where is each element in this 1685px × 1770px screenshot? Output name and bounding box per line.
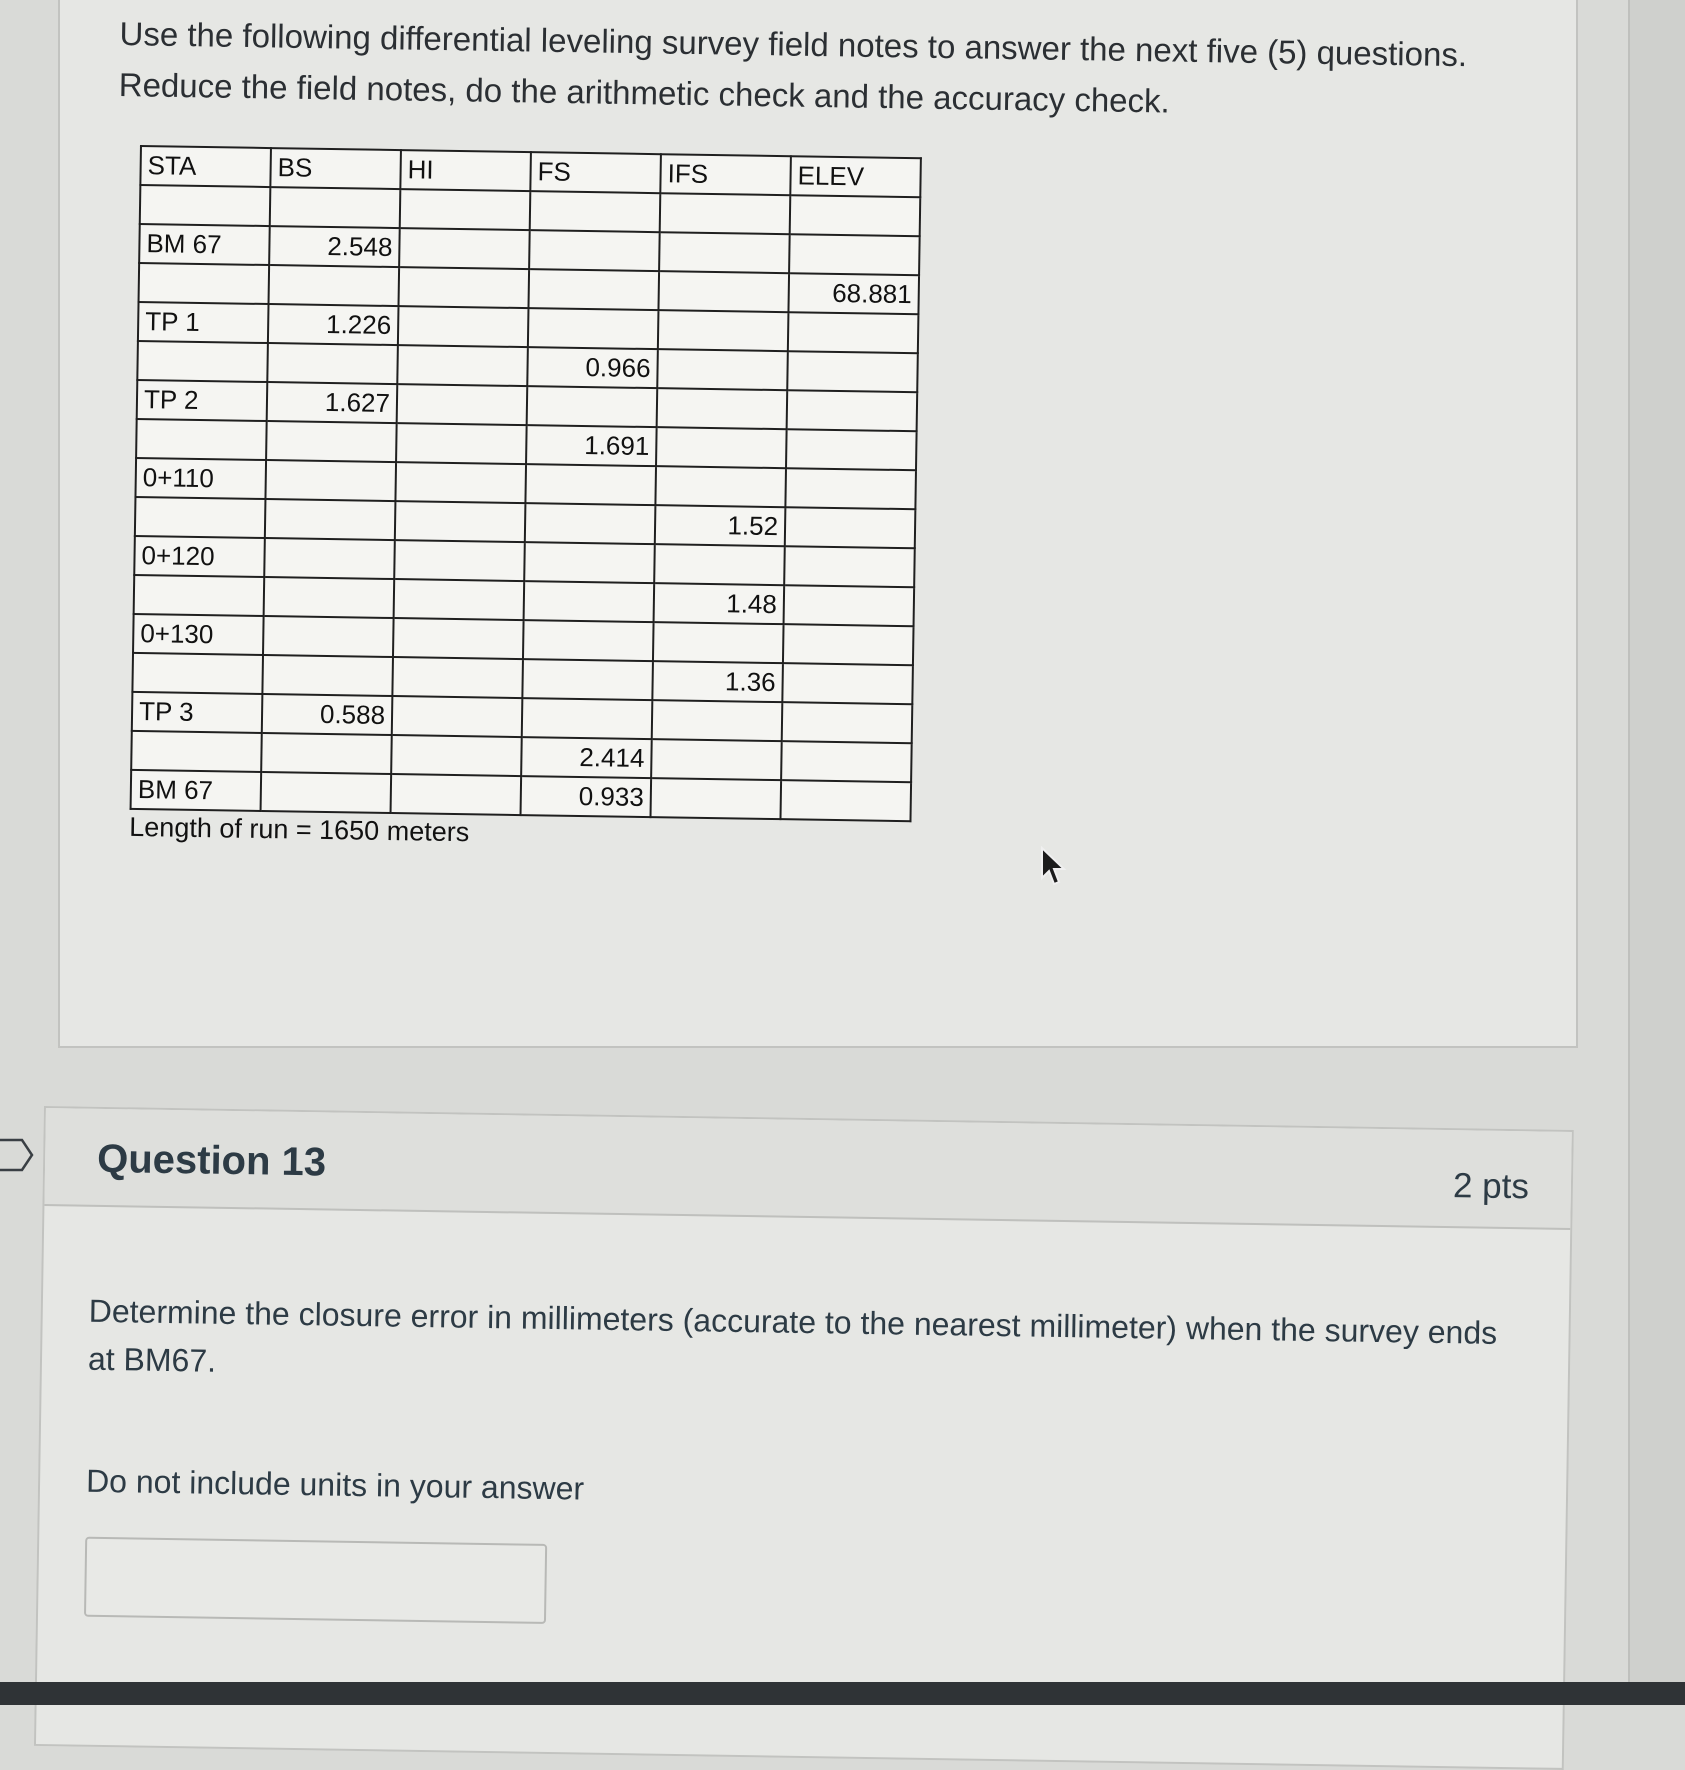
table-cell <box>660 193 791 234</box>
table-cell <box>781 741 912 782</box>
table-cell <box>654 544 785 585</box>
table-cell: 0.966 <box>527 347 658 388</box>
question-flag-icon[interactable] <box>0 1138 34 1172</box>
table-cell <box>783 624 914 665</box>
field-notes-figure <box>129 145 922 855</box>
table-cell: 68.881 <box>788 273 919 314</box>
table-cell <box>267 343 398 384</box>
table-cell: 1.691 <box>526 425 657 466</box>
answer-input[interactable] <box>84 1537 547 1624</box>
table-cell <box>270 187 401 228</box>
table-cell <box>527 386 658 427</box>
column-header: FS <box>530 152 661 193</box>
table-cell <box>261 772 392 813</box>
table-cell: TP 3 <box>132 692 263 733</box>
table-cell <box>525 464 656 505</box>
table-cell <box>394 579 525 620</box>
column-header: IFS <box>660 154 791 195</box>
table-cell <box>524 542 655 583</box>
column-header: ELEV <box>790 156 921 197</box>
mouse-cursor-icon <box>1040 846 1068 888</box>
table-cell <box>651 778 782 819</box>
table-cell <box>393 618 524 659</box>
table-cell <box>528 308 659 349</box>
table-cell <box>655 466 786 507</box>
table-cell: 0.588 <box>262 694 393 735</box>
table-cell <box>139 263 270 304</box>
table-cell <box>266 421 397 462</box>
field-notes-table <box>130 145 922 822</box>
table-cell <box>785 507 916 548</box>
table-cell <box>523 620 654 661</box>
table-cell <box>789 234 920 275</box>
table-cell <box>659 232 790 273</box>
question-13-panel <box>34 1106 1574 1770</box>
table-cell <box>784 546 915 587</box>
table-cell <box>656 427 787 468</box>
table-cell <box>786 429 917 470</box>
table-cell <box>400 189 531 230</box>
table-cell <box>137 341 268 382</box>
length-of-run: Length of run = 1650 meters <box>129 811 470 848</box>
table-cell: TP 1 <box>138 302 269 343</box>
table-cell <box>392 696 523 737</box>
table-cell <box>140 185 271 226</box>
table-cell <box>788 312 919 353</box>
table-cell <box>658 271 789 312</box>
table-cell <box>397 345 528 386</box>
column-header: STA <box>140 146 271 187</box>
table-cell <box>392 657 523 698</box>
table-cell <box>780 780 911 821</box>
table-cell <box>782 663 913 704</box>
table-cell: 0.933 <box>521 776 652 817</box>
table-cell <box>264 577 395 618</box>
table-cell <box>785 468 916 509</box>
table-cell <box>399 228 530 269</box>
question-note: Do not include units in your answer <box>85 1462 585 1507</box>
table-cell <box>524 581 655 622</box>
table-cell <box>269 265 400 306</box>
table-cell <box>397 384 528 425</box>
table-cell: 2.548 <box>269 226 400 267</box>
table-cell <box>782 702 913 743</box>
table-cell <box>391 774 522 815</box>
table-cell: 0+120 <box>134 536 265 577</box>
table-cell <box>651 739 782 780</box>
table-cell <box>529 230 660 271</box>
table-cell: 2.414 <box>521 737 652 778</box>
table-cell <box>391 735 522 776</box>
table-cell <box>135 497 266 538</box>
table-cell <box>528 269 659 310</box>
table-cell <box>530 191 661 232</box>
intro-text: Use the following differential leveling survey field notes to answer the next five (5) questions. Reduce the field notes, do the arithmetic check and the accuracy check. <box>118 14 1468 120</box>
table-cell: BM 67 <box>139 224 270 265</box>
table-cell <box>652 700 783 741</box>
column-header: BS <box>270 148 401 189</box>
table-cell: TP 2 <box>137 380 268 421</box>
table-cell <box>262 655 393 696</box>
table-cell <box>261 733 392 774</box>
table-cell <box>657 388 788 429</box>
table-cell <box>787 351 918 392</box>
table-cell: 1.48 <box>654 583 785 624</box>
table-cell: 1.226 <box>268 304 399 345</box>
table-cell <box>787 390 918 431</box>
question-prompt: Determine the closure error in millimeters (accurate to the nearest millimeter) when the survey ends at BM67. <box>87 1292 1498 1379</box>
table-cell <box>136 419 267 460</box>
table-cell <box>399 267 530 308</box>
table-cell <box>657 349 788 390</box>
table-cell <box>263 616 394 657</box>
table-cell <box>134 575 265 616</box>
question-title: Question 13 <box>96 1136 327 1185</box>
table-cell <box>522 698 653 739</box>
table-cell <box>396 423 527 464</box>
table-cell <box>395 501 526 542</box>
table-cell: BM 67 <box>131 770 262 811</box>
table-cell <box>265 499 396 540</box>
table-cell <box>265 460 396 501</box>
table-cell: 0+110 <box>135 458 266 499</box>
column-header: HI <box>400 150 531 191</box>
right-scroll-strip <box>1628 0 1685 1705</box>
table-cell <box>131 731 262 772</box>
table-cell <box>264 538 395 579</box>
table-cell <box>398 306 529 347</box>
table-cell <box>132 653 263 694</box>
table-cell <box>394 540 525 581</box>
table-cell: 1.52 <box>655 505 786 546</box>
table-cell <box>395 462 526 503</box>
table-cell <box>653 622 784 663</box>
table-cell: 0+130 <box>133 614 264 655</box>
bottom-taskbar <box>0 1682 1685 1705</box>
question-header <box>44 1108 1571 1230</box>
table-cell <box>784 585 915 626</box>
question-points: 2 pts <box>1452 1166 1530 1207</box>
table-cell <box>522 659 653 700</box>
table-cell: 1.627 <box>267 382 398 423</box>
table-cell <box>790 195 921 236</box>
table-cell: 1.36 <box>652 661 783 702</box>
table-cell <box>658 310 789 351</box>
table-cell <box>525 503 656 544</box>
